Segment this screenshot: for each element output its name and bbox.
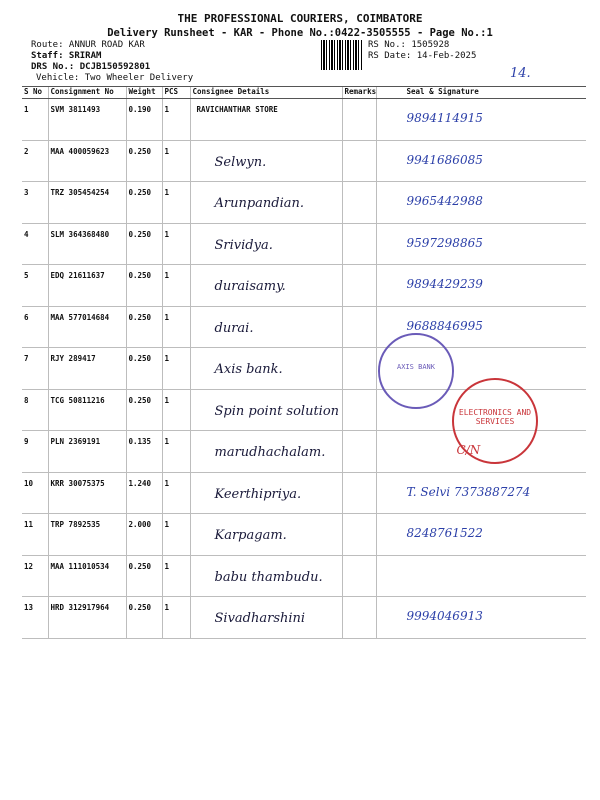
table-row (22, 182, 586, 224)
row-weight (126, 472, 162, 514)
row-sno (22, 348, 48, 390)
row-sno-text: 7 (24, 354, 29, 363)
row-consignment-no-text: MAA 400059623 (50, 146, 110, 156)
row-pcs-text: 1 (164, 354, 170, 363)
row-consignment-no-text: TRP 7892535 (50, 520, 101, 529)
row-sno (22, 597, 48, 639)
row-weight-text: 0.250 (128, 395, 152, 405)
col-pcs: PCS (162, 87, 190, 99)
row-sno-text: 11 (24, 520, 34, 529)
row-consignment-no (48, 597, 126, 639)
row-signature-text (377, 556, 587, 568)
row-pcs-text: 1 (164, 603, 170, 612)
row-pcs (162, 514, 190, 556)
row-weight (126, 306, 162, 348)
row-consignment-no (48, 472, 126, 514)
row-weight (126, 140, 162, 182)
row-weight (126, 389, 162, 431)
row-pcs (162, 389, 190, 431)
row-consignment-no-text: TRZ 305454254 (50, 188, 110, 197)
row-remarks (342, 597, 376, 639)
staff-label: Staff: SRIRAM (31, 51, 102, 61)
row-sno-text: 10 (24, 478, 34, 488)
row-consignment-no-text: RJY 289417 (50, 354, 96, 363)
row-weight-text: 0.250 (128, 561, 152, 571)
row-signature-text: 9688846995 (406, 318, 483, 333)
row-pcs-text: 1 (164, 561, 170, 571)
row-weight-text: 0.250 (128, 312, 152, 322)
row-consignee (190, 182, 342, 224)
row-consignment-no (48, 265, 126, 307)
row-sno-text: 2 (24, 146, 29, 156)
row-pcs-text: 1 (164, 478, 170, 488)
vehicle-label: Vehicle: Two Wheeler Delivery (36, 73, 194, 83)
row-signature (376, 472, 586, 514)
row-consignment-no-text: EDQ 21611637 (50, 271, 105, 280)
row-sno-text: 12 (24, 561, 34, 571)
row-sno-text: 5 (24, 271, 29, 280)
row-consignment-no-text: SLM 364368480 (50, 229, 110, 239)
row-remarks (342, 265, 376, 307)
handwritten-count: 14. (510, 66, 531, 81)
drs-label: DRS No.: DCJB150592801 (31, 62, 151, 72)
row-remarks (342, 472, 376, 514)
row-consignee-text: marudhachalam. (214, 445, 326, 460)
row-weight (126, 223, 162, 265)
row-consignee (190, 223, 342, 265)
row-sno-text: 6 (24, 312, 29, 322)
row-consignee-text: RAVICHANTHAR STORE (196, 105, 278, 114)
row-consignee-text: Sivadharshini (214, 611, 306, 626)
row-consignment-no (48, 223, 126, 265)
row-sno (22, 389, 48, 431)
row-pcs (162, 472, 190, 514)
row-weight (126, 265, 162, 307)
row-signature-text: T. Selvi 7373887274 (406, 484, 531, 499)
row-consignment-no-text: HRD 312917964 (50, 603, 110, 612)
row-consignment-no (48, 99, 126, 141)
row-pcs (162, 223, 190, 265)
row-sno-text: 8 (24, 395, 29, 405)
row-consignee-text: Selwyn. (214, 154, 267, 170)
row-consignee-text: babu thambudu. (214, 569, 323, 585)
row-remarks (342, 348, 376, 390)
row-signature-text: 9597298865 (406, 235, 483, 250)
col-seal: Seal & Signature (376, 87, 586, 99)
row-weight-text: 0.135 (128, 437, 152, 446)
barcode (321, 40, 363, 70)
row-remarks (342, 99, 376, 141)
row-signature (376, 514, 586, 556)
row-consignee (190, 306, 342, 348)
runsheet-table (22, 86, 586, 639)
row-consignee-text: durai. (214, 320, 254, 336)
row-consignment-no-text: SVM 3811493 (50, 105, 101, 114)
col-consignee: Consignee Details (190, 87, 342, 99)
row-remarks (342, 389, 376, 431)
rs-date: RS Date: 14-Feb-2025 (368, 51, 477, 61)
table-row (22, 514, 586, 556)
row-consignee-text: Axis bank. (214, 362, 283, 377)
row-consignment-no (48, 182, 126, 224)
row-consignment-no (48, 306, 126, 348)
row-pcs-text: 1 (164, 437, 170, 446)
row-pcs (162, 597, 190, 639)
row-weight (126, 514, 162, 556)
row-consignee (190, 514, 342, 556)
company-title: THE PROFESSIONAL COURIERS, COIMBATORE (177, 12, 423, 25)
row-pcs-text: 1 (164, 229, 170, 239)
row-weight-text: 2.000 (128, 520, 152, 529)
row-weight-text: 0.250 (128, 146, 152, 156)
row-sno-text: 13 (24, 603, 34, 612)
row-consignee (190, 472, 342, 514)
row-remarks (342, 431, 376, 473)
bank-stamp-text: AXIS BANK (397, 363, 435, 371)
table-row (22, 99, 586, 141)
row-weight (126, 555, 162, 597)
row-consignment-no (48, 431, 126, 473)
row-pcs (162, 431, 190, 473)
row-remarks (342, 306, 376, 348)
row-consignee-text: Arunpandian. (214, 196, 305, 211)
row-consignee (190, 389, 342, 431)
row-weight-text: 0.250 (128, 229, 152, 239)
col-sno: S No (22, 87, 48, 99)
row-weight (126, 182, 162, 224)
row-sno (22, 555, 48, 597)
row-sno (22, 431, 48, 473)
row-sno (22, 99, 48, 141)
row-consignment-no-text: MAA 111010534 (50, 561, 110, 571)
row-consignee (190, 348, 342, 390)
row-pcs (162, 99, 190, 141)
row-consignment-no-text: TCG 50811216 (50, 395, 105, 405)
row-consignment-no (48, 555, 126, 597)
row-consignment-no-text: MAA 577014684 (50, 312, 110, 322)
row-pcs (162, 140, 190, 182)
row-consignee (190, 265, 342, 307)
rs-number: RS No.: 1505928 (368, 40, 450, 50)
row-signature (376, 555, 586, 597)
row-sno-text: 3 (24, 188, 29, 197)
row-consignee (190, 140, 342, 182)
row-pcs (162, 182, 190, 224)
row-sno (22, 223, 48, 265)
row-weight-text: 0.250 (128, 354, 152, 363)
row-weight (126, 431, 162, 473)
row-pcs-text: 1 (164, 271, 170, 280)
row-signature-text: 9894114915 (406, 111, 483, 125)
row-consignee (190, 555, 342, 597)
row-consignment-no (48, 514, 126, 556)
services-stamp (452, 378, 538, 464)
row-sno (22, 140, 48, 182)
table-row (22, 265, 586, 307)
row-pcs (162, 348, 190, 390)
row-consignee-text: Karpagam. (214, 528, 287, 543)
row-pcs-text: 1 (164, 520, 170, 529)
row-sno-text: 9 (24, 437, 29, 446)
table-row (22, 223, 586, 265)
row-consignee-text: duraisamy. (214, 279, 286, 294)
row-pcs-text: 1 (164, 146, 170, 156)
col-weight: Weight (126, 87, 162, 99)
row-pcs-text: 1 (164, 312, 170, 322)
table-row (22, 597, 586, 639)
row-sno (22, 265, 48, 307)
row-signature-text: 8248761522 (406, 526, 483, 540)
row-consignee-text: Srividya. (214, 237, 273, 253)
row-consignment-no-text: KRR 30075375 (50, 478, 105, 488)
row-weight-text: 0.250 (128, 188, 152, 197)
row-signature (376, 265, 586, 307)
row-consignment-no (48, 348, 126, 390)
row-remarks (342, 182, 376, 224)
row-consignee-text: Keerthipriya. (214, 486, 302, 502)
row-consignment-no (48, 389, 126, 431)
table-row (22, 140, 586, 182)
row-pcs-text: 1 (164, 188, 170, 197)
row-remarks (342, 555, 376, 597)
row-pcs-text: 1 (164, 105, 170, 114)
runsheet-subtitle: Delivery Runsheet - KAR - Phone No.:0422-3505555 - Page No.:1 (107, 27, 493, 39)
row-sno-text: 4 (24, 229, 29, 239)
row-signature-text: 9994046913 (406, 609, 483, 623)
row-remarks (342, 140, 376, 182)
row-signature-text: 9941686085 (406, 152, 483, 167)
row-signature (376, 182, 586, 224)
row-remarks (342, 514, 376, 556)
row-sno (22, 182, 48, 224)
table-row (22, 555, 586, 597)
services-stamp-text: ELECTRONICS AND SERVICES (458, 408, 532, 426)
table-header-row (22, 87, 586, 99)
route-label: Route: ANNUR ROAD KAR (31, 40, 145, 50)
row-sno-text: 1 (24, 105, 29, 114)
row-consignee (190, 99, 342, 141)
row-weight-text: 0.250 (128, 271, 152, 280)
row-consignee (190, 597, 342, 639)
row-pcs (162, 555, 190, 597)
row-weight (126, 597, 162, 639)
table-row (22, 472, 586, 514)
table-row (22, 306, 586, 348)
row-signature-text: 9894429239 (406, 277, 483, 291)
bank-stamp (378, 333, 454, 409)
row-signature (376, 223, 586, 265)
row-consignment-no (48, 140, 126, 182)
row-pcs (162, 265, 190, 307)
row-signature (376, 597, 586, 639)
row-signature-text: C/N (456, 443, 481, 457)
row-consignee (190, 431, 342, 473)
row-consignment-no-text: PLN 2369191 (50, 437, 101, 446)
row-weight (126, 99, 162, 141)
row-weight (126, 348, 162, 390)
row-signature (376, 99, 586, 141)
row-signature (376, 140, 586, 182)
row-pcs (162, 306, 190, 348)
row-remarks (342, 223, 376, 265)
row-weight-text: 1.240 (128, 478, 152, 488)
row-sno (22, 306, 48, 348)
row-sno (22, 472, 48, 514)
row-weight-text: 0.190 (128, 105, 152, 114)
row-weight-text: 0.250 (128, 603, 152, 612)
col-consignment: Consignment No (48, 87, 126, 99)
row-signature-text: 9965442988 (406, 194, 483, 208)
row-pcs-text: 1 (164, 395, 170, 405)
row-sno (22, 514, 48, 556)
col-remarks: Remarks (342, 87, 376, 99)
row-consignee-text: Spin point solution (214, 403, 340, 419)
